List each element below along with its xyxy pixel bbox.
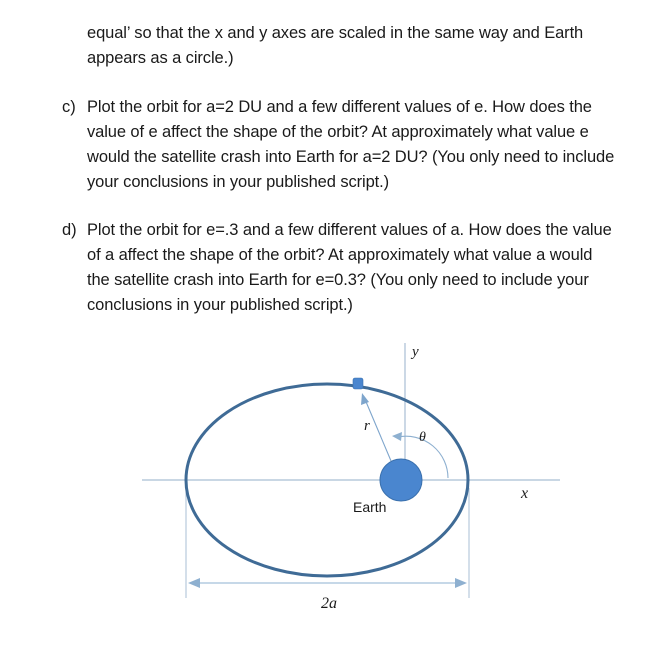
dimension-arrowhead-left	[188, 578, 200, 588]
question-c-line-1: Plot the orbit for a=2 DU and a few different values of e. How does the	[87, 98, 592, 116]
dimension-arrowhead-right	[455, 578, 467, 588]
x-axis-label: x	[521, 485, 529, 502]
radius-label: r	[364, 418, 370, 434]
intro-line-2: appears as a circle.)	[87, 49, 234, 67]
question-c-line-2: value of e affect the shape of the orbit? At approximately what value e	[87, 123, 589, 141]
question-d-marker: d)	[62, 221, 77, 239]
earth-label: Earth	[353, 499, 387, 515]
question-d-line-3: the satellite crash into Earth for e=0.3? (You only need to include your	[87, 271, 589, 289]
satellite	[353, 378, 363, 389]
intro-line-1: equal’ so that the x and y axes are scaled in the same way and Earth	[87, 24, 584, 42]
question-c-marker: c)	[62, 98, 76, 116]
question-c-line-4: your conclusions in your published script.)	[87, 173, 390, 191]
question-d-line-1: Plot the orbit for e=.3 and a few different values of a. How does the value	[87, 221, 612, 239]
earth	[380, 459, 422, 501]
y-axis-label: y	[412, 344, 419, 360]
angle-arrowhead	[392, 432, 402, 441]
question-c-line-3: would the satellite crash into Earth for a=2 DU? (You only need to include	[87, 148, 615, 166]
major-axis-label: 2a	[321, 595, 337, 612]
question-d-line-4: conclusions in your published script.)	[87, 296, 353, 314]
angle-label: θ	[419, 430, 426, 445]
radius-arrowhead	[361, 393, 369, 405]
question-d-line-2: of a affect the shape of the orbit? At approximately what value a would	[87, 246, 593, 264]
